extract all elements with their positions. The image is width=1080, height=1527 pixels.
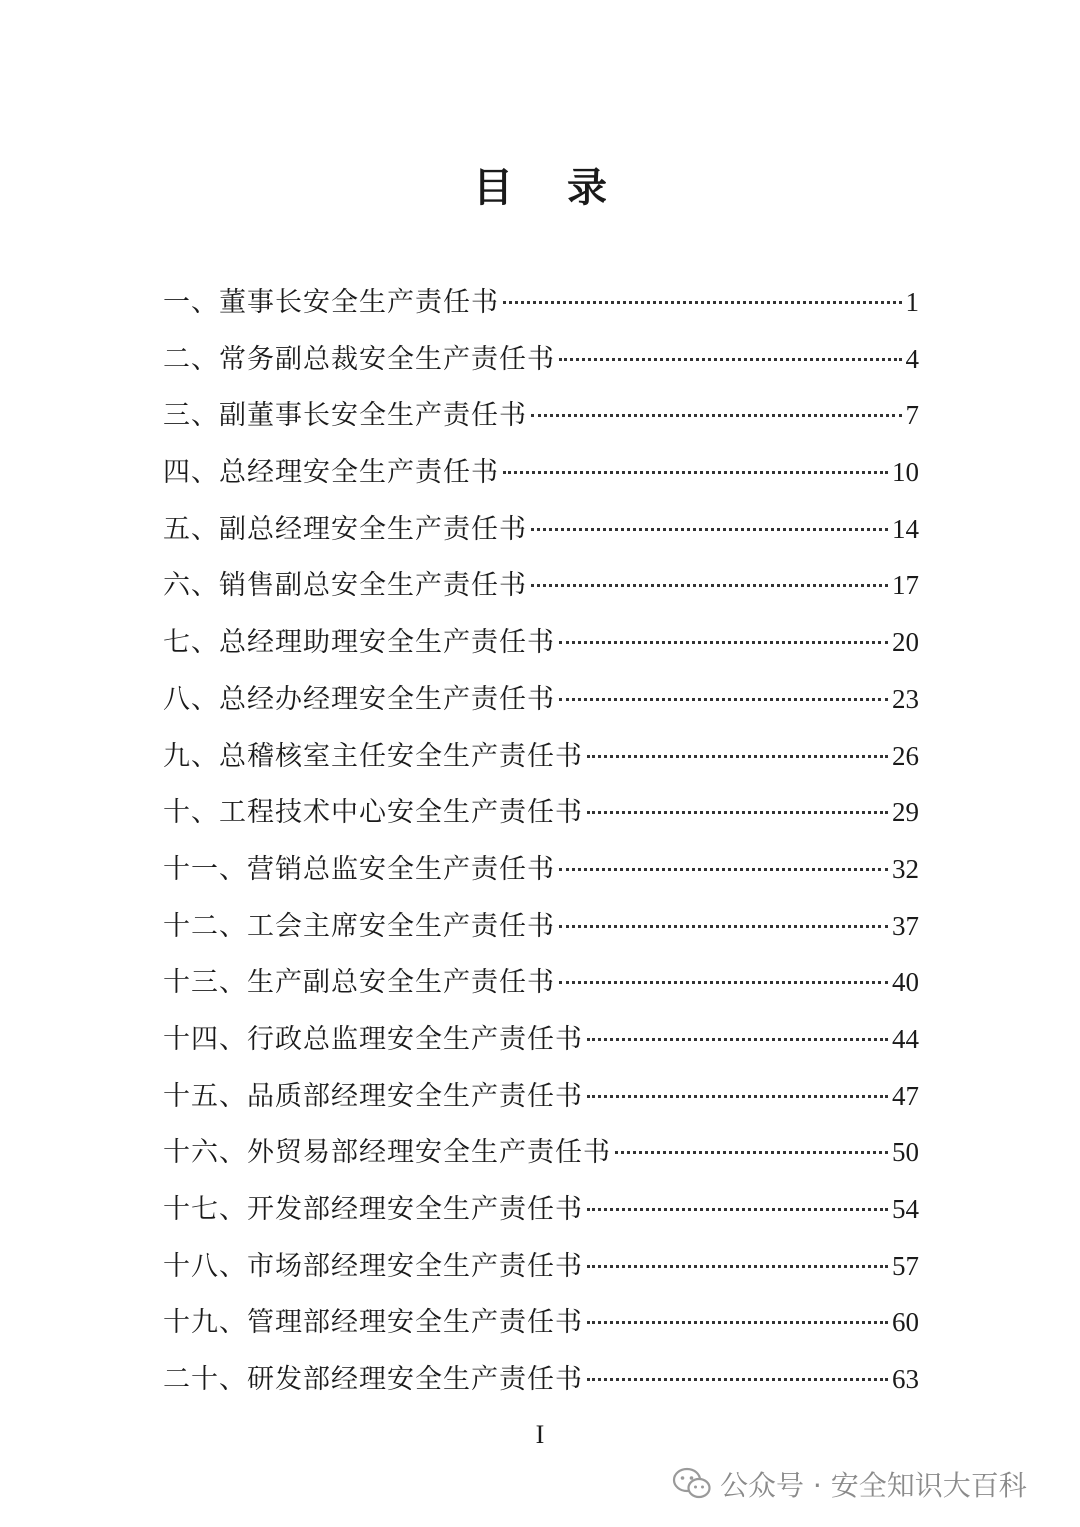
toc-entry[interactable] [163, 1068, 919, 1125]
toc-entry-page: 44 [892, 1023, 919, 1054]
toc-entry-title: 十八、市场部经理安全生产责任书 [163, 1250, 583, 1282]
toc-entry[interactable] [163, 1238, 919, 1295]
page-title: 目 录 [473, 165, 627, 211]
toc-dot-leader [587, 1378, 888, 1381]
toc-entry[interactable] [163, 274, 919, 331]
page-number: I [535, 1420, 545, 1449]
toc-entry-title: 三、副董事长安全生产责任书 [163, 400, 527, 432]
toc-entry-title: 八、总经办经理安全生产责任书 [163, 683, 555, 715]
toc-entry-page: 23 [892, 683, 919, 714]
toc-dot-leader [531, 528, 888, 531]
toc-entry-title: 十五、品质部经理安全生产责任书 [163, 1080, 583, 1112]
toc-dot-leader [587, 755, 888, 758]
toc-dot-leader [559, 925, 888, 928]
toc-dot-leader [559, 868, 888, 871]
toc-dot-leader [503, 301, 902, 304]
toc-entry-page: 47 [892, 1080, 919, 1111]
toc-entry-page: 50 [892, 1137, 919, 1168]
toc-entry-title: 十、工程技术中心安全生产责任书 [163, 797, 583, 829]
toc-dot-leader [587, 1321, 888, 1324]
toc-entry-page: 20 [892, 627, 919, 658]
toc-entry[interactable] [163, 671, 919, 728]
toc-entry-title: 九、总稽核室主任安全生产责任书 [163, 740, 583, 772]
table-of-contents [163, 274, 919, 1408]
toc-dot-leader [615, 1151, 888, 1154]
toc-entry-title: 一、董事长安全生产责任书 [163, 287, 499, 318]
toc-entry-page: 4 [905, 343, 919, 374]
toc-entry[interactable] [163, 444, 919, 501]
toc-entry-title: 七、总经理助理安全生产责任书 [163, 627, 555, 659]
toc-entry-page: 26 [892, 740, 919, 771]
toc-entry-title: 十一、营销总监安全生产责任书 [163, 853, 555, 885]
toc-dot-leader [587, 1095, 888, 1098]
toc-entry[interactable] [163, 1181, 919, 1238]
wechat-icon [672, 1467, 712, 1501]
toc-entry[interactable] [163, 501, 919, 558]
toc-dot-leader [559, 981, 888, 984]
toc-entry-title: 十九、管理部经理安全生产责任书 [163, 1307, 583, 1339]
toc-dot-leader [503, 471, 888, 474]
toc-entry-page: 63 [892, 1364, 919, 1395]
toc-entry-page: 37 [892, 910, 919, 941]
toc-dot-leader [587, 1208, 888, 1211]
toc-entry-title: 二十、研发部经理安全生产责任书 [163, 1364, 583, 1396]
toc-entry-page: 17 [892, 570, 919, 601]
toc-dot-leader [587, 1038, 888, 1041]
toc-entry[interactable] [163, 387, 919, 444]
toc-entry-title: 四、总经理安全生产责任书 [163, 457, 499, 489]
toc-entry-page: 1 [905, 287, 919, 317]
toc-entry-page: 60 [892, 1307, 919, 1338]
toc-entry[interactable] [163, 1011, 919, 1068]
toc-entry-page: 10 [892, 457, 919, 488]
toc-entry-title: 五、副总经理安全生产责任书 [163, 513, 527, 545]
toc-entry[interactable] [163, 331, 919, 388]
toc-entry[interactable] [163, 728, 919, 785]
toc-entry-title: 十三、生产副总安全生产责任书 [163, 967, 555, 999]
toc-entry-title: 十七、开发部经理安全生产责任书 [163, 1194, 583, 1225]
toc-entry-title: 十六、外贸易部经理安全生产责任书 [163, 1137, 611, 1169]
toc-entry[interactable] [163, 1124, 919, 1181]
toc-dot-leader [559, 698, 888, 701]
toc-entry-page: 54 [892, 1194, 919, 1224]
toc-dot-leader [531, 414, 902, 417]
toc-entry-title: 十二、工会主席安全生产责任书 [163, 910, 555, 942]
toc-entry-title: 十四、行政总监理安全生产责任书 [163, 1023, 583, 1055]
toc-entry[interactable] [163, 557, 919, 614]
toc-entry[interactable] [163, 1294, 919, 1351]
toc-entry-page: 29 [892, 797, 919, 828]
toc-entry-title: 六、销售副总安全生产责任书 [163, 570, 527, 602]
watermark [672, 1464, 1027, 1504]
toc-entry[interactable] [163, 614, 919, 671]
toc-dot-leader [559, 641, 888, 644]
toc-entry[interactable] [163, 898, 919, 955]
toc-dot-leader [531, 584, 888, 587]
toc-dot-leader [587, 811, 888, 814]
toc-entry[interactable] [163, 1351, 919, 1408]
toc-entry-page: 57 [892, 1250, 919, 1281]
toc-entry[interactable] [163, 954, 919, 1011]
toc-entry[interactable] [163, 841, 919, 898]
toc-dot-leader [587, 1265, 888, 1268]
toc-entry-title: 二、常务副总裁安全生产责任书 [163, 343, 555, 375]
toc-entry-page: 7 [905, 400, 919, 431]
toc-entry[interactable] [163, 784, 919, 841]
toc-entry-page: 32 [892, 853, 919, 884]
toc-entry-page: 14 [892, 513, 919, 544]
toc-dot-leader [559, 358, 902, 361]
watermark-text: 公众号 · 安全知识大百科 [720, 1469, 1027, 1502]
toc-entry-page: 40 [892, 967, 919, 998]
